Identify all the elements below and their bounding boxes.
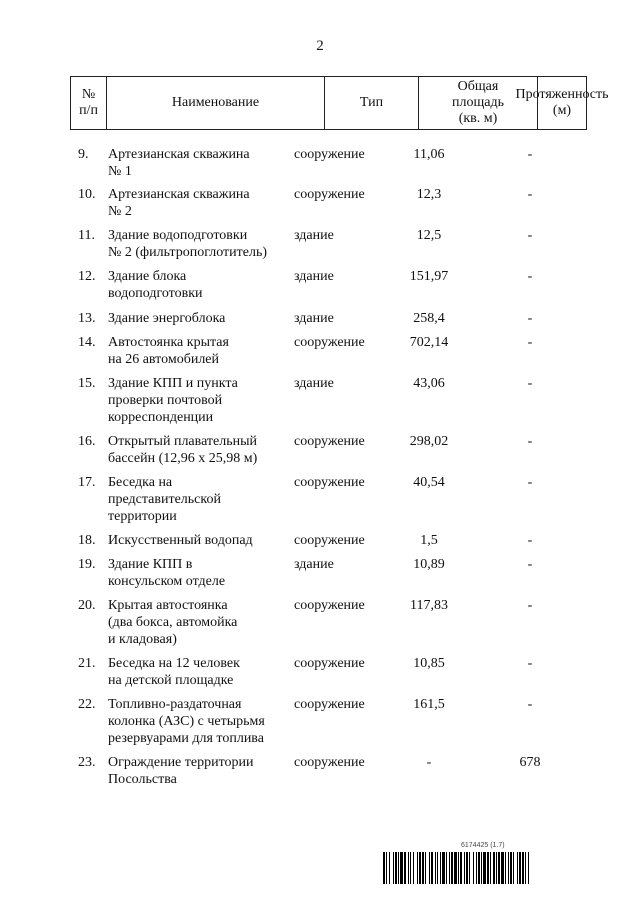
row-area: 12,3	[416, 187, 442, 202]
row-num: 16.	[78, 434, 96, 449]
row-num: 23.	[78, 755, 96, 770]
row-area: 161,5	[413, 697, 445, 712]
row-area: 298,02	[409, 434, 449, 449]
table-row	[70, 227, 587, 268]
row-length: -	[527, 335, 533, 350]
row-length: -	[527, 697, 533, 712]
table-body	[70, 146, 587, 794]
row-name: Артезианская скважина № 1	[108, 147, 250, 179]
row-area: 10,89	[413, 557, 445, 572]
row-name: Здание КПП в консульском отделе	[108, 557, 226, 589]
table-row	[70, 310, 587, 334]
row-num: 19.	[78, 557, 96, 572]
barcode	[383, 852, 588, 884]
row-name: Беседка на 12 человек на детской площадке	[108, 656, 240, 688]
row-area: 702,14	[409, 335, 449, 350]
row-name: Здание КПП и пункта проверки почтовой корреспонденции	[108, 376, 238, 425]
header-type: Тип	[325, 77, 419, 129]
row-length: -	[527, 598, 533, 613]
row-type: сооружение	[294, 475, 365, 490]
barcode-bar	[529, 852, 532, 884]
header-length: Протяженность (м)	[515, 87, 609, 118]
row-length: 678	[519, 755, 541, 770]
row-type: сооружение	[294, 755, 365, 770]
barcode-text: 6174425 (1.7)	[461, 842, 505, 849]
row-length: -	[527, 434, 533, 449]
header-name: Наименование	[107, 77, 325, 129]
table-row	[70, 334, 587, 375]
page-number: 2	[316, 38, 324, 54]
row-type: сооружение	[294, 335, 365, 350]
row-type: сооружение	[294, 656, 365, 671]
row-name: Искусственный водопад	[108, 533, 253, 548]
row-length: -	[527, 311, 533, 326]
row-area: 151,97	[409, 269, 449, 284]
row-num: 9.	[78, 147, 89, 162]
row-length: -	[527, 147, 533, 162]
row-area: 1,5	[420, 533, 438, 548]
row-name: Автостоянка крытая на 26 автомобилей	[108, 335, 229, 367]
table-header	[70, 76, 609, 130]
table-row	[70, 433, 587, 474]
row-name: Здание блока водоподготовки	[108, 269, 203, 301]
table-row	[70, 532, 587, 556]
row-area: 11,06	[413, 147, 445, 162]
row-area: -	[426, 755, 432, 770]
row-type: сооружение	[294, 147, 365, 162]
row-name: Здание энергоблока	[108, 311, 226, 326]
row-length: -	[527, 475, 533, 490]
table-row	[70, 696, 587, 754]
row-type: сооружение	[294, 697, 365, 712]
row-area: 12,5	[416, 228, 442, 243]
row-name: Беседка на представительской территории	[108, 475, 221, 524]
row-num: 21.	[78, 656, 96, 671]
row-length: -	[527, 376, 533, 391]
row-num: 22.	[78, 697, 96, 712]
row-name: Здание водоподготовки № 2 (фильтропоглотитель)	[108, 228, 268, 260]
barcode-block	[383, 842, 588, 884]
row-num: 15.	[78, 376, 96, 391]
row-length: -	[527, 533, 533, 548]
row-type: сооружение	[294, 187, 365, 202]
row-length: -	[527, 269, 533, 284]
row-area: 10,85	[413, 656, 445, 671]
table-row	[70, 655, 587, 696]
row-area: 117,83	[410, 598, 448, 613]
row-length: -	[527, 187, 533, 202]
row-type: сооружение	[294, 533, 365, 548]
row-area: 258,4	[413, 311, 445, 326]
row-type: здание	[294, 269, 334, 284]
row-length: -	[527, 228, 533, 243]
header-num: № п/п	[71, 77, 107, 129]
table-row	[70, 754, 587, 794]
row-name: Ограждение территории Посольства	[108, 755, 254, 787]
row-area: 40,54	[413, 475, 445, 490]
row-length: -	[527, 557, 533, 572]
row-name: Артезианская скважина № 2	[108, 187, 250, 219]
row-name: Крытая автостоянка (два бокса, автомойка и кладовая)	[108, 598, 238, 647]
row-num: 20.	[78, 598, 96, 613]
row-area: 43,06	[413, 376, 445, 391]
row-name: Открытый плавательный бассейн (12,96 х 25,98 м)	[108, 434, 258, 466]
row-num: 14.	[78, 335, 96, 350]
header-area: Общая площадь (кв. м)	[419, 77, 538, 129]
table-row	[70, 556, 587, 597]
row-type: здание	[294, 557, 334, 572]
row-type: сооружение	[294, 598, 365, 613]
table-row	[70, 375, 587, 433]
row-num: 12.	[78, 269, 96, 284]
row-length: -	[527, 656, 533, 671]
row-type: здание	[294, 311, 334, 326]
table-row	[70, 186, 587, 227]
row-type: здание	[294, 228, 334, 243]
row-name: Топливно-раздаточная колонка (АЗС) с четырьмя резервуарами для топлива	[108, 697, 265, 746]
row-type: сооружение	[294, 434, 365, 449]
row-num: 18.	[78, 533, 96, 548]
row-num: 11.	[78, 228, 95, 243]
table-row	[70, 474, 587, 532]
row-num: 13.	[78, 311, 96, 326]
row-type: здание	[294, 376, 334, 391]
table-row	[70, 597, 587, 655]
table-row	[70, 146, 587, 186]
row-num: 17.	[78, 475, 96, 490]
table-row	[70, 268, 587, 310]
row-num: 10.	[78, 187, 96, 202]
